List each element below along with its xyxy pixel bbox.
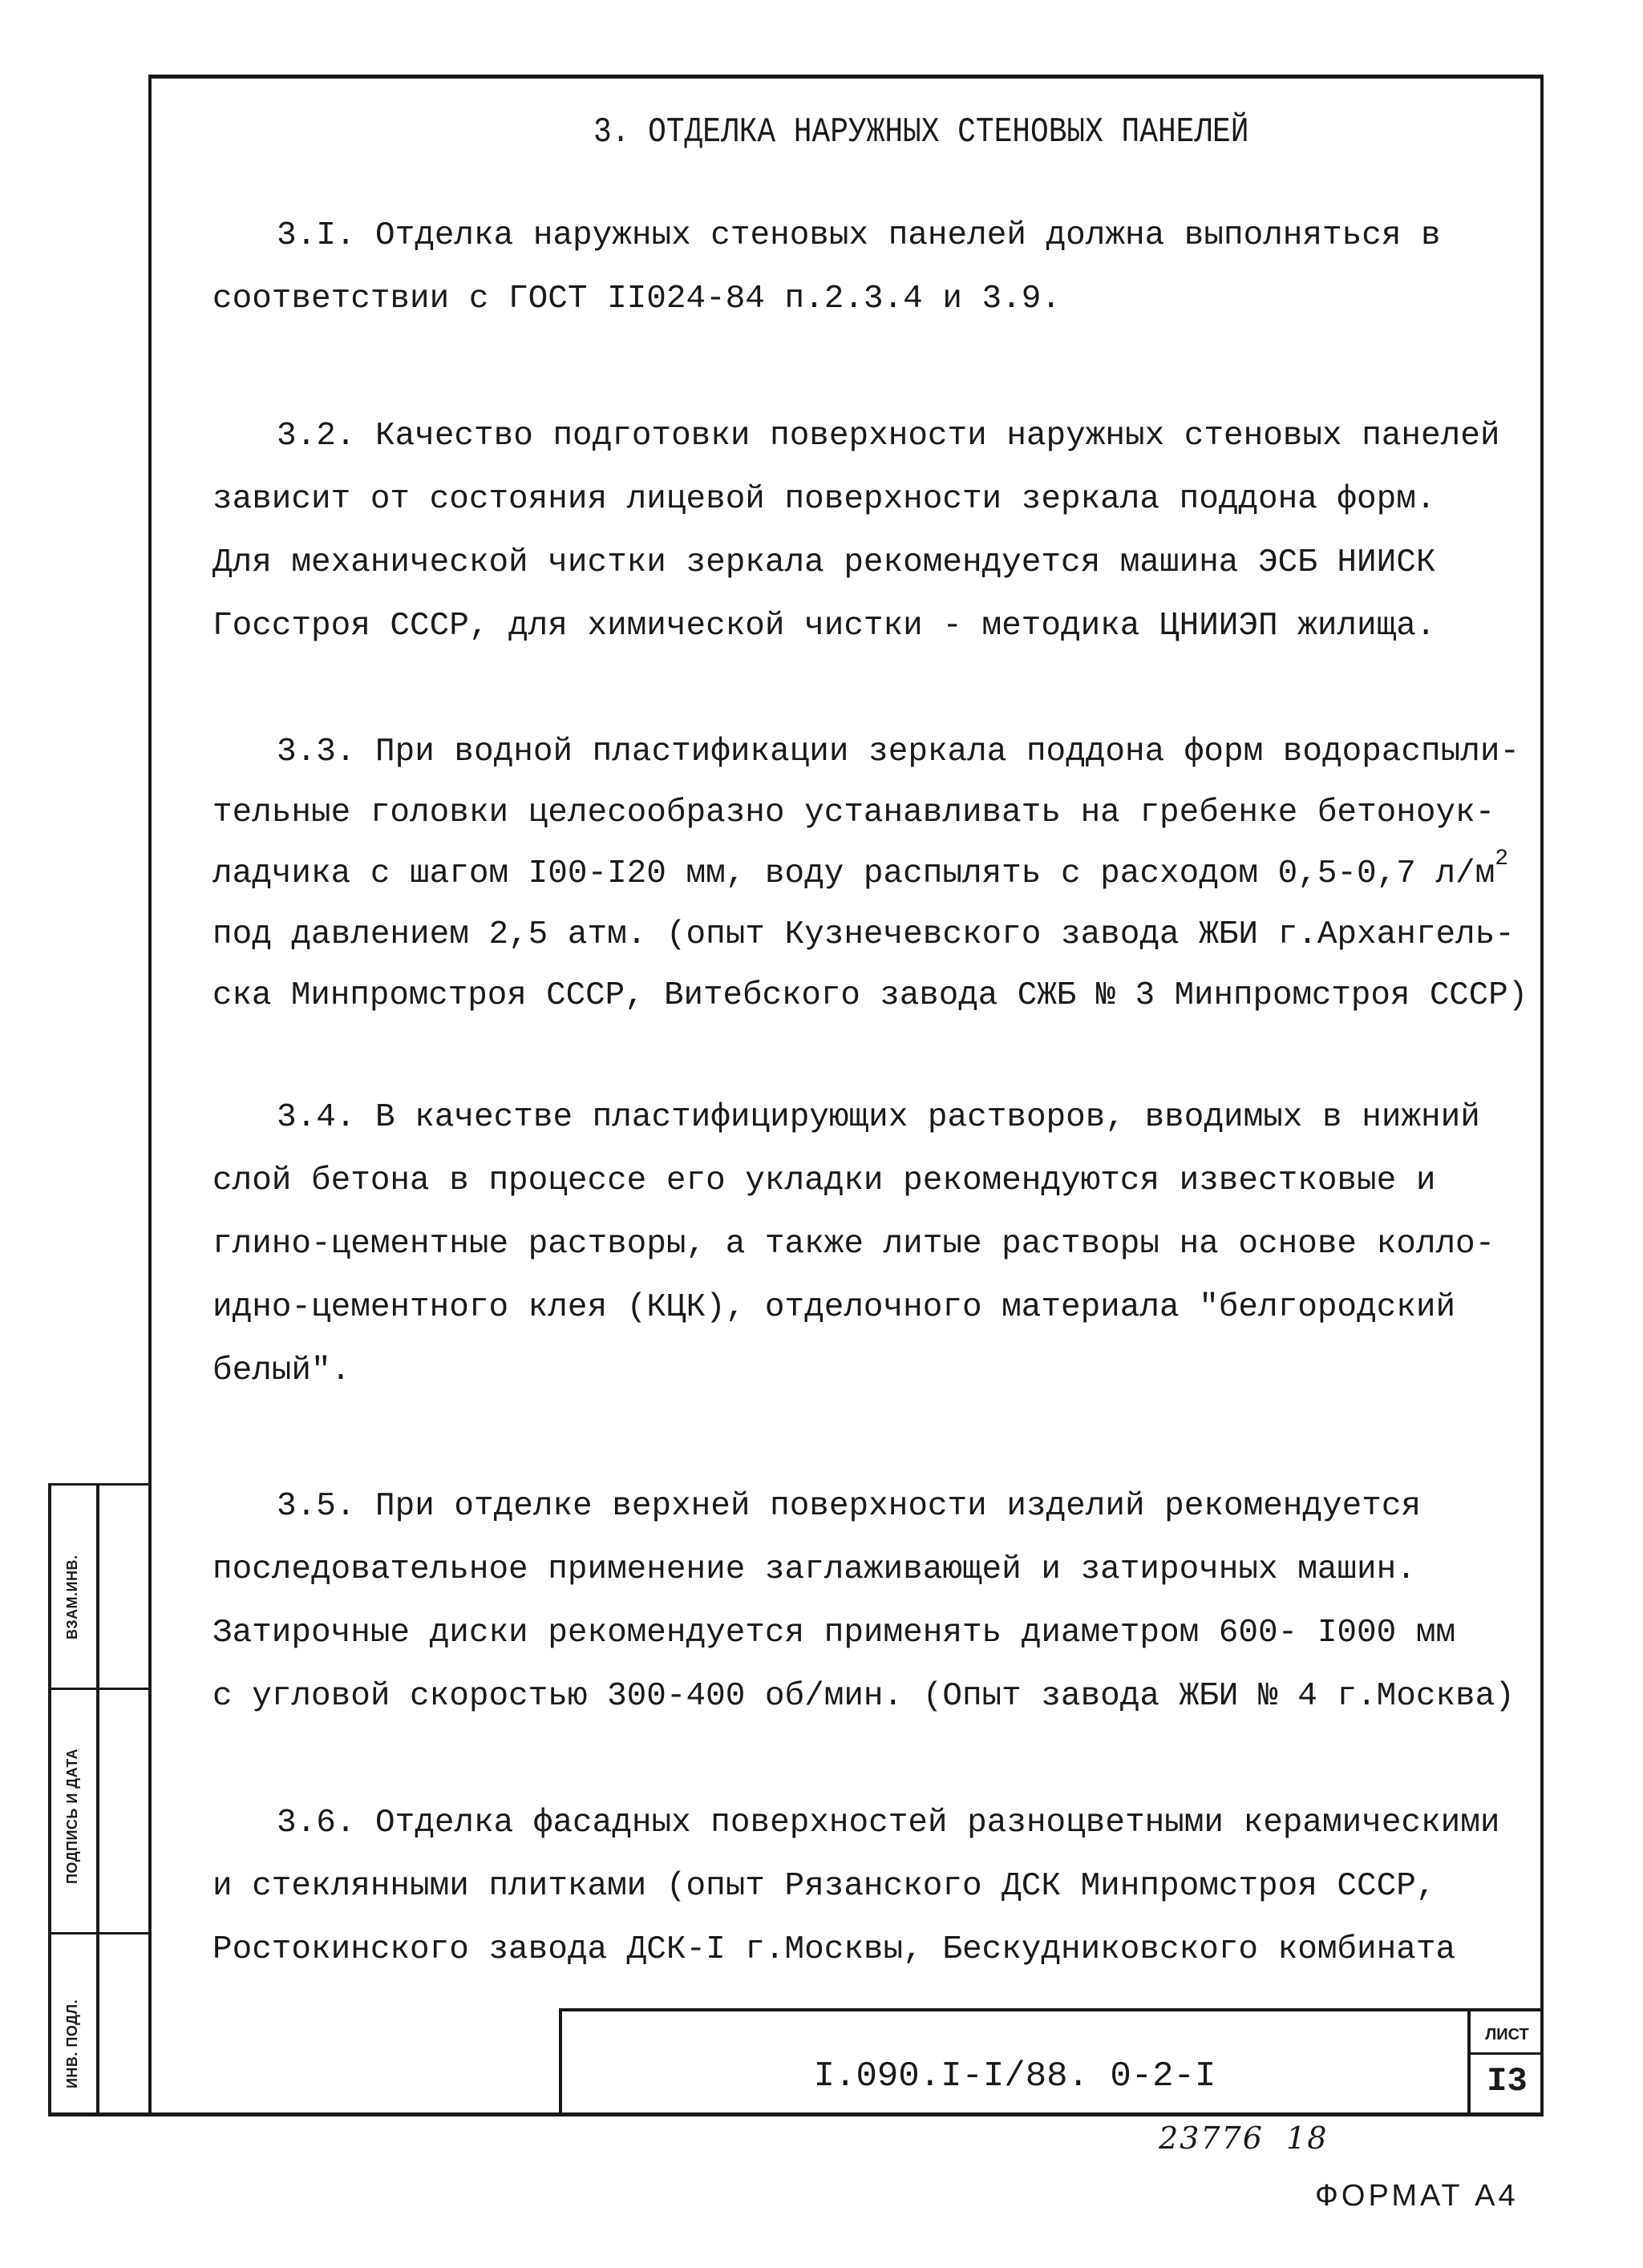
sheet-label: ЛИСТ: [1485, 2026, 1529, 2044]
stamp-top-line: [559, 2008, 1544, 2011]
side-stamp-inner-line: [96, 1483, 99, 2116]
side-stamp-divider-2: [48, 1932, 151, 1934]
paragraph-line: 3.5. При отделке верхней поверхности изделий рекомендуется: [277, 1488, 1422, 1525]
paragraph-3-3: [212, 722, 1528, 1026]
paragraph-line: глино-цементные растворы, а также литые растворы на основе колло-: [212, 1226, 1495, 1263]
side-stamp-top-line: [48, 1483, 151, 1486]
paragraph-line: Госстроя СССР, для химической чистки - методика ЦНИИЭП жилища.: [212, 608, 1436, 645]
side-label-signature-date: ПОДПИСЬ И ДАТА: [64, 1748, 80, 1884]
side-stamp-divider-1: [48, 1688, 151, 1690]
paragraph-line: последовательное применение заглаживающей и затирочных машин.: [212, 1551, 1416, 1588]
paragraph-line: 3.6. Отделка фасадных поверхностей разноцветными керамическими: [277, 1805, 1500, 1841]
format-label: ФОРМАТ А4: [1315, 2179, 1519, 2213]
paragraph-line: зависит от состояния лицевой поверхности зеркала поддона форм.: [212, 481, 1436, 518]
side-label-inv-no: ИНВ. ПОДЛ.: [64, 1999, 80, 2088]
paragraph-line: Затирочные диски рекомендуется применять диаметром 600- I000 мм: [212, 1615, 1456, 1651]
paragraph-line: и стеклянными плитками (опыт Рязанского ДСК Минпромстроя СССР,: [212, 1868, 1436, 1905]
paragraph-line: соответствии с ГОСТ II024-84 п.2.3.4 и 3.9.: [212, 281, 1061, 317]
section-title: 3. ОТДЕЛКА НАРУЖНЫХ СТЕНОВЫХ ПАНЕЛЕЙ: [593, 112, 1249, 152]
paragraph-line: 3.I. Отделка наружных стеновых панелей должна выполняться в: [277, 217, 1441, 254]
paragraph-line: тельные головки целесообразно устанавливать на гребенке бетоноук-: [212, 794, 1495, 831]
paragraph-line: ска Минпромстроя СССР, Витебского завода СЖБ № 3 Минпромстроя СССР): [212, 977, 1528, 1014]
frame-top-line: [148, 75, 1544, 79]
paragraph-3-6: [212, 1792, 1511, 1982]
frame-bottom-line: [48, 2112, 1544, 2116]
paragraph-line: Ростокинского завода ДСК-I г.Москвы, Бескудниковского комбината: [212, 1931, 1456, 1968]
paragraph-line: 3.2. Качество подготовки поверхности наружных стеновых панелей: [277, 418, 1500, 455]
paragraph-line: под давлением 2,5 атм. (опыт Кузнечевского завода ЖБИ г.Архангель-: [212, 916, 1515, 953]
document-code: I.090.I-I/88. 0-2-I: [813, 2056, 1216, 2096]
paragraph-line: [212, 843, 1511, 904]
paragraph-3-5: [212, 1475, 1515, 1728]
paragraph-line: 3.3. При водной пластификации зеркала поддона форм водораспыли-: [277, 734, 1520, 770]
paragraph-line: идно-цементного клея (КЦК), отделочного материала "белгородский: [212, 1289, 1456, 1326]
paragraph-line: слой бетона в процессе его укладки рекомендуются известковые и: [212, 1162, 1436, 1199]
side-label-replaced-inv: ВЗАМ.ИНВ.: [64, 1554, 80, 1639]
frame-right-line: [1540, 75, 1544, 2115]
superscript: 2: [1495, 847, 1509, 871]
paragraph-line: 3.4. В качестве пластифицирующих растворов, вводимых в нижний: [277, 1099, 1480, 1136]
paragraph-3-2: [212, 405, 1511, 658]
paragraph-line: Для механической чистки зеркала рекомендуется машина ЭСБ НИИСК: [212, 544, 1436, 581]
stamp-sheet-label-line: [1467, 2052, 1544, 2055]
side-stamp-outer-line: [48, 1483, 51, 2116]
sheet-number: I3: [1487, 2062, 1528, 2100]
frame-left-line: [148, 75, 152, 2115]
paragraph-line-text: ладчика с шагом I00-I20 мм, воду распылять с расходом 0,5-0,7 л/м: [212, 855, 1495, 892]
paragraph-3-4: [212, 1086, 1511, 1403]
paragraph-line: белый".: [212, 1352, 351, 1389]
handwritten-note: 23776 18: [1159, 2120, 1329, 2156]
paragraph-line: с угловой скоростью 300-400 об/мин. (Опыт завода ЖБИ № 4 г.Москва): [212, 1678, 1515, 1715]
paragraph-3-1: [212, 204, 1511, 331]
